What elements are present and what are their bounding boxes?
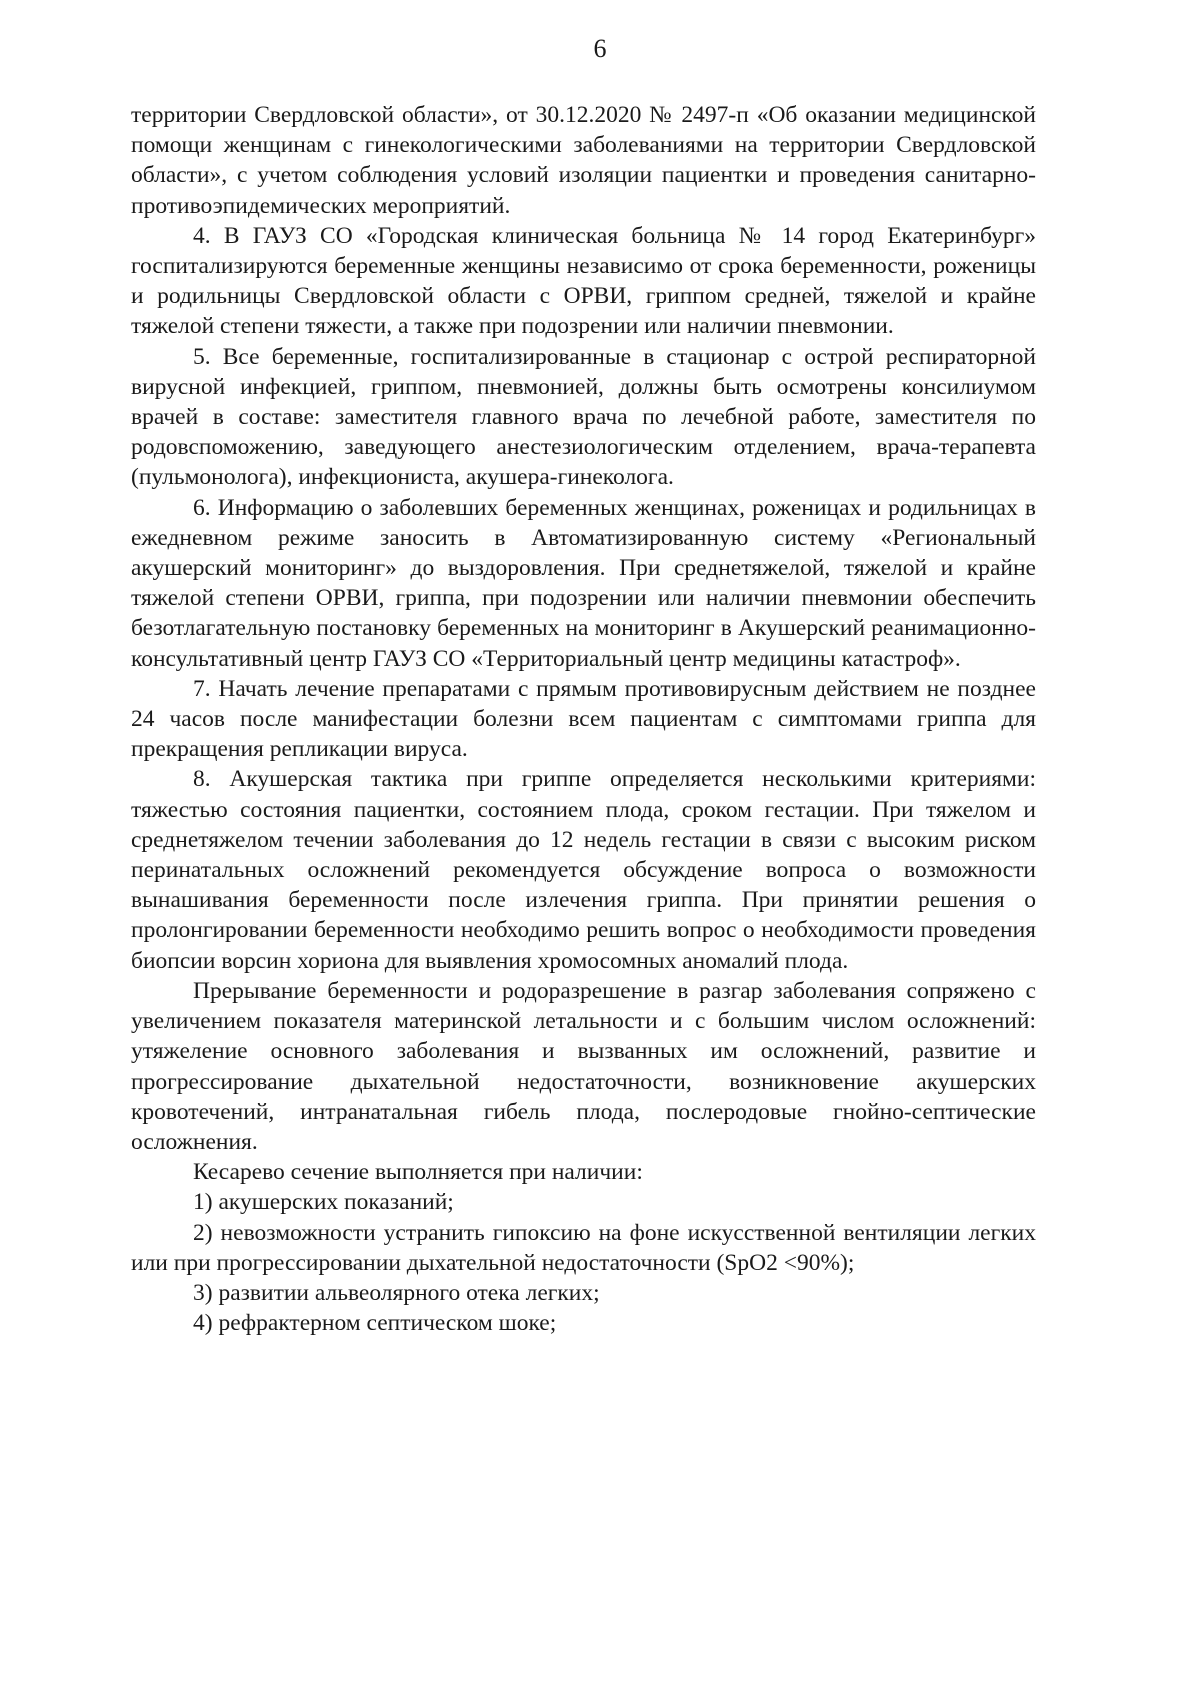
- document-body: [131, 100, 1036, 1338]
- list-item: 4) рефрактерном септическом шоке;: [193, 1310, 557, 1337]
- paragraph-termination: Прерывание беременности и родоразрешение в разгар заболевания сопряжено с увеличением показателя материнской летальности и с большим числом осложнений: утяжеление основного заболевания и вызванных им осложнений, развитие и прогрессирование дыхательной недостаточности, возникновение акушерских кровотечений, интранатальная гибель плода, послеродовые гнойно-септические осложнения.: [131, 977, 1036, 1155]
- paragraph-continuation: территории Свердловской области», от 30.12.2020 № 2497-п «Об оказании медицинской помощи женщинам с гинекологическими заболеваниями на территории Свердловской области», с учетом соблюдения условий изоляции пациентки и проведения санитарно-противоэпидемических мероприятий.: [131, 102, 1036, 219]
- list-item: 3) развитии альвеолярного отека легких;: [193, 1279, 600, 1306]
- paragraph-item-5: 5. Все беременные, госпитализированные в стационар с острой респираторной вирусной инфекцией, гриппом, пневмонией, должны быть осмотрены консилиумом врачей в составе: заместителя главного врача по лечебной работе, заместителя по родовспоможению, заведующего анестезиологическим отделением, врача-терапевта (пульмонолога), инфекциониста, акушера-гинеколога.: [131, 343, 1036, 491]
- paragraph-cesarean-intro: Кесарево сечение выполняется при наличии:: [193, 1159, 643, 1186]
- paragraph-item-7: 7. Начать лечение препаратами с прямым противовирусным действием не позднее 24 часов после манифестации болезни всем пациентам с симптомами гриппа для прекращения репликации вируса.: [131, 675, 1036, 763]
- list-item: 1) акушерских показаний;: [193, 1189, 454, 1216]
- paragraph-item-8: 8. Акушерская тактика при гриппе определяется несколькими критериями: тяжестью состояния пациентки, состоянием плода, сроком гестации. При тяжелом и среднетяжелом течении заболевания до 12 недель гестации в связи с высоким риском перинатальных осложнений рекомендуется обсуждение вопроса о возможности вынашивания беременности после излечения гриппа. При принятии решения о пролонгировании беременности необходимо решить вопрос о необходимости проведения биопсии ворсин хориона для выявления хромосомных аномалий плода.: [131, 766, 1036, 974]
- list-item: 2) невозможности устранить гипоксию на фоне искусственной вентиляции легких или при прогрессировании дыхательной недостаточности (SpO2 <90%);: [131, 1219, 1036, 1276]
- page-number: 6: [593, 34, 607, 63]
- paragraph-item-4: 4. В ГАУЗ СО «Городская клиническая больница № 14 город Екатеринбург» госпитализируются беременные женщины независимо от срока беременности, роженицы и родильницы Свердловской области с ОРВИ, гриппом средней, тяжелой и крайне тяжелой степени тяжести, а также при подозрении или наличии пневмонии.: [131, 222, 1036, 340]
- paragraph-item-6: 6. Информацию о заболевших беременных женщинах, роженицах и родильницах в ежедневном режиме заносить в Автоматизированную систему «Региональный акушерский мониторинг» до выздоровления. При среднетяжелой, тяжелой и крайне тяжелой степени ОРВИ, гриппа, при подозрении или наличии пневмонии обеспечить безотлагательную постановку беременных на мониторинг в Акушерский реанимационно-консультативный центр ГАУЗ СО «Территориальный центр медицины катастроф».: [131, 494, 1036, 672]
